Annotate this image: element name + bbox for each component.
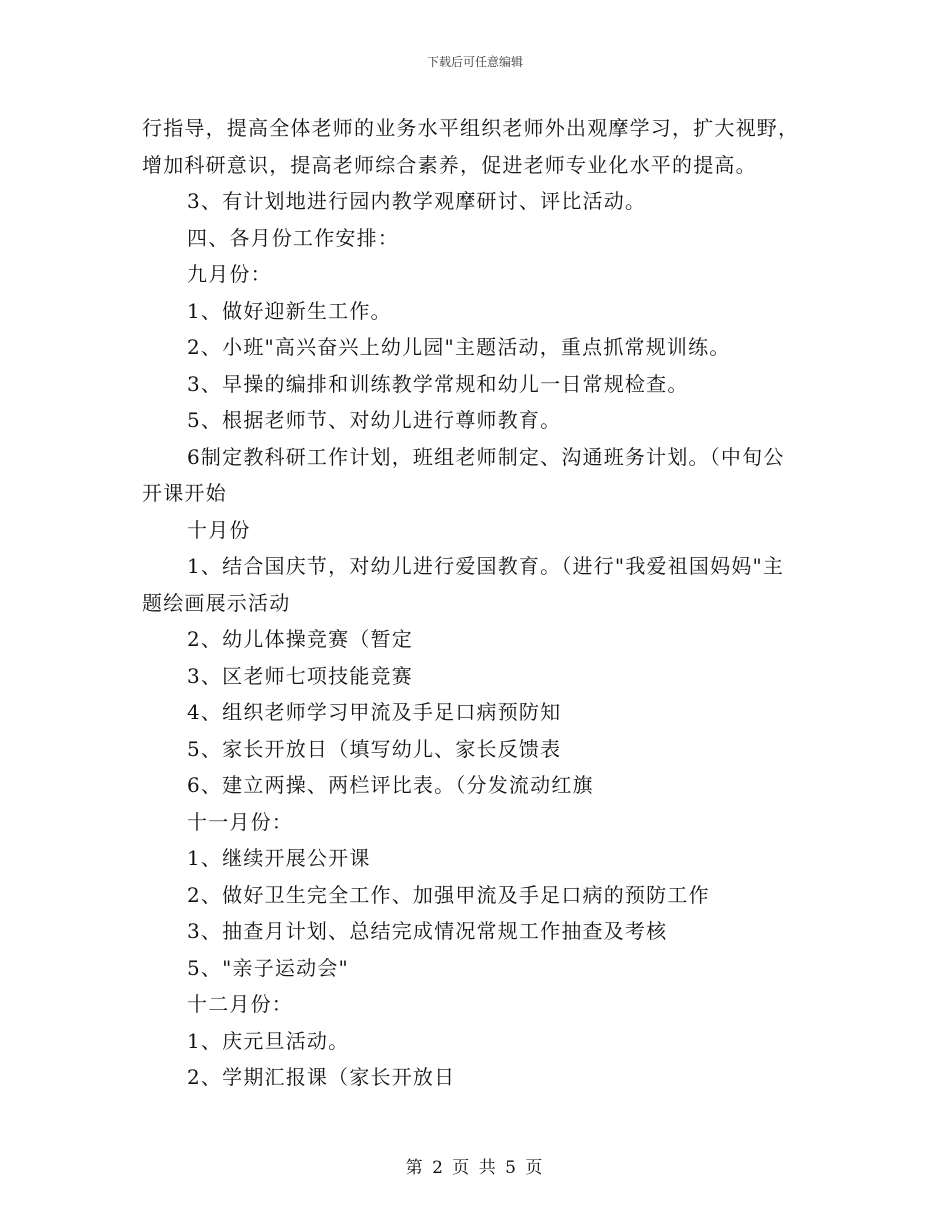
text-line: 2、做好卫生完全工作、加强甲流及手足口病的预防工作 — [187, 882, 710, 907]
text-line: 1、庆元旦活动。 — [187, 1028, 350, 1053]
text-line: 6、建立两操、两栏评比表。（分发流动红旗 — [187, 773, 594, 797]
text-line: 3、区老师七项技能竞赛 — [187, 663, 413, 688]
text-line: 十月份 — [187, 517, 251, 542]
text-line: 3、有计划地进行园内教学观摩研讨、评比活动。 — [187, 189, 647, 213]
text-line: 1、继续开展公开课 — [187, 846, 371, 870]
text-line: 九月份： — [187, 262, 272, 286]
page-number: 第 2 页 共 5 页 — [405, 1158, 545, 1178]
text-line: 增加科研意识，提高老师综合素养，促进老师专业化水平的提高。 — [142, 152, 757, 177]
text-line: 题绘画展示活动 — [142, 590, 291, 615]
text-line: 1、做好迎新生工作。 — [187, 298, 392, 323]
text-line: 3、抽查月计划、总结完成情况常规工作抽查及考核 — [187, 919, 668, 943]
text-line: 5、根据老师节、对幼儿进行尊师教育。 — [187, 408, 562, 432]
text-line: 1、结合国庆节，对幼儿进行爱国教育。（进行"我爱祖国妈妈"主 — [187, 554, 785, 578]
text-line: 行指导，提高全体老师的业务水平组织老师外出观摩学习，扩大视野， — [142, 116, 800, 140]
document-body — [142, 110, 817, 1096]
text-line: 2、小班"高兴奋兴上幼儿园"主题活动，重点抓常规训练。 — [187, 335, 731, 359]
page-header: 下载后可任意编辑 — [426, 55, 523, 69]
text-line: 4、组织老师学习甲流及手足口病预防知 — [187, 700, 562, 724]
text-line: 2、幼儿体操竞赛（暂定 — [187, 627, 413, 651]
text-line: 开课开始 — [142, 481, 227, 505]
text-line: 5、家长开放日（填写幼儿、家长反馈表 — [187, 736, 562, 761]
text-line: 6制定教科研工作计划，班组老师制定、沟通班务计划。（中旬公 — [187, 444, 785, 469]
text-line: 四、各月份工作安排： — [187, 225, 399, 250]
text-line: 十一月份： — [187, 809, 293, 834]
text-line: 3、早操的编排和训练教学常规和幼儿一日常规检查。 — [187, 371, 689, 396]
text-line: 2、学期汇报课（家长开放日 — [187, 1065, 456, 1089]
text-line: 十二月份： — [187, 992, 293, 1016]
text-line: 5、"亲子运动会" — [187, 955, 349, 980]
